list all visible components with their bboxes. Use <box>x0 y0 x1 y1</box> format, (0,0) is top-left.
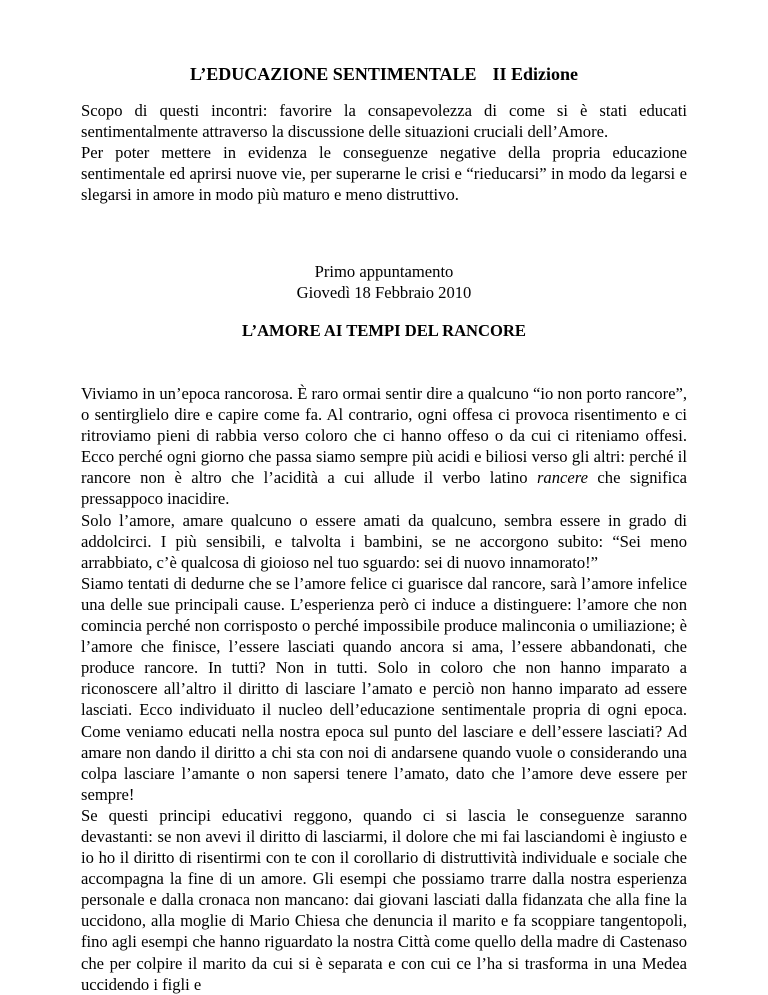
edition-label: II Edizione <box>492 64 579 84</box>
body-paragraph-4: Se questi principi educativi reggono, quando ci si lascia le conseguenze saranno devastanti: se non avevi il diritto di lasciarmi, il dolore che mi fai lasciandomi è ingiusto e io ho il diritto di risentirmi con te con il corollario di distruttività individuale e sociale che accompagna la fine di un amore. Gli esempi che possiamo trarre dalla nostra esperienza personale e dalla cronaca non mancano: dai giovani lasciati dalla fidanzata che alla fine la uccidono, alla moglie di Mario Chiesa che denuncia il marito e fa scoppiare tangentopoli, fino agli esempi che hanno riguardato la nostra Città come quello della madre di Castenaso che per colpire il marito da cui si è separata e con cui ce l’ha si trasforma in una Medea uccidendo i figli e <box>81 805 687 994</box>
body-paragraph-3: Siamo tentati di dedurne che se l’amore felice ci guarisce dal rancore, sarà l’amore infelice una delle sue principali cause. L’esperienza però ci induce a distinguere: l’amore che non comincia perché non corrisposto o perché impossibile produce malinconia o umiliazione; è l’amore che finisce, l’essere lasciati quando ancora si ama, l’essere abbandonati, che produce rancore. In tutti? Non in tutti. Solo in coloro che non hanno imparato a riconoscere all’altro il diritto di lasciare l’amato e perciò non hanno imparato ad essere lasciati. Ecco individuato il nucleo dell’educazione sentimentale propria di ogni epoca. Come veniamo educati nella nostra epoca sul punto del lasciare e dell’essere lasciati? Ad amare non dando il diritto a chi sta con noi di andarsene quando vuole o considerando una colpa lasciare l’amante o non sapersi tenere l’amato, dato che l’amore deve essere per sempre! <box>81 573 687 804</box>
meeting-date: Giovedì 18 Febbraio 2010 <box>296 283 472 302</box>
meeting-label: Primo appuntamento <box>314 262 454 281</box>
document-title <box>81 62 687 86</box>
title-text: L’EDUCAZIONE SENTIMENTALE <box>189 64 477 84</box>
body-p1-after: che significa pressappoco inacidire. <box>81 468 688 509</box>
intro-paragraph-2: Per poter mettere in evidenza le conseguenze negative della propria educazione sentimentale ed aprirsi nuove vie, per superarne le crisi e “rieducarsi” in modo da legarsi e slegarsi in amore in modo più maturo e meno distruttivo. <box>81 143 687 204</box>
intro-paragraph-1: Scopo di questi incontri: favorire la consapevolezza di come si è stati educati sentimentalmente attraverso la discussione delle situazioni cruciali dell’Amore. <box>81 101 687 141</box>
document-page <box>81 62 687 995</box>
body-p1-italic: rancere <box>536 468 588 488</box>
body-p1-before: Viviamo in un’epoca rancorosa. È raro ormai sentir dire a qualcuno “io non porto rancore”, o sentirglielo dire e capire come fa. Al contrario, ogni offesa ci provoca risentimento e ci ritroviamo pieni di rabbia verso coloro che ci hanno offeso o da cui ci riteniamo offesi. Ecco perché ogni giorno che passa siamo sempre più acidi e biliosi verso gli altri: perché il rancore non è altro che l’acidità a cui allude il verbo latino <box>81 384 687 488</box>
section-title: L’AMORE AI TEMPI DEL RANCORE <box>242 321 526 340</box>
body-paragraph-1 <box>81 383 687 510</box>
body-paragraph-2: Solo l’amore, amare qualcuno o essere amati da qualcuno, sembra essere in grado di addolcirci. I più sensibili, e talvolta i bambini, se ne accorgono subito: “Sei meno arrabbiato, c’è qualcosa di gioioso nel tuo sguardo: sei di nuovo innamorato!” <box>81 510 687 572</box>
